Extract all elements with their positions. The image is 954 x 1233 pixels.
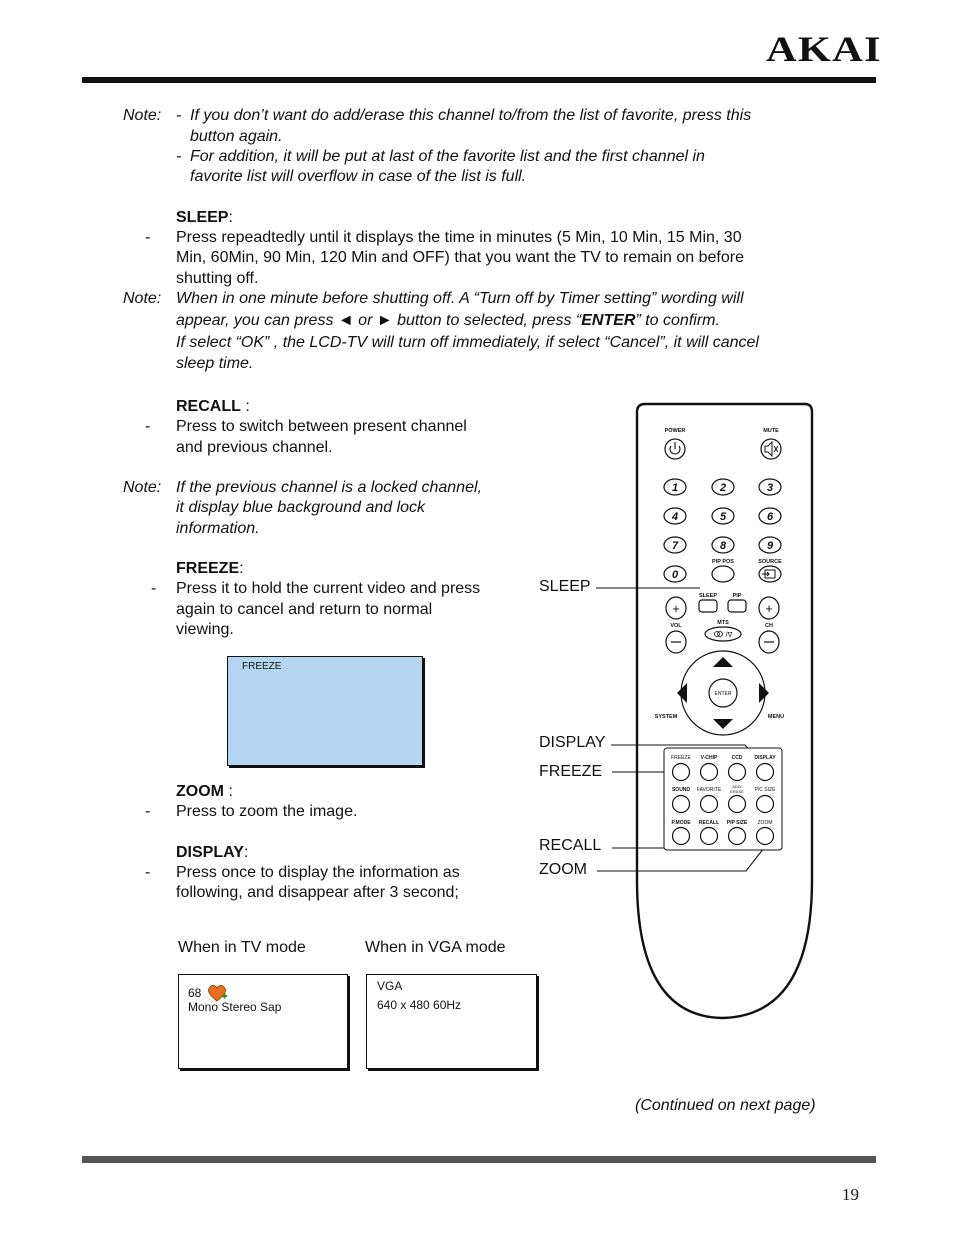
add-label: ADD/: [732, 784, 742, 789]
ch-up-button[interactable]: [759, 597, 779, 619]
pc-size-label: P/C SIZE: [754, 787, 776, 793]
menu-label: MENU: [767, 714, 785, 720]
tv-channel-number: 68: [188, 986, 202, 1000]
bullet-dash: -: [145, 418, 151, 435]
digit-button-0[interactable]: [664, 566, 686, 582]
digit-button-5[interactable]: [712, 508, 734, 524]
sleep-text: Press repeadtedly until it displays the time in minutes (5 Min, 10 Min, 15 Min, 30: [176, 229, 742, 246]
favorite-button[interactable]: [701, 796, 718, 813]
digit-button-8[interactable]: [712, 537, 734, 553]
power-label: POWER: [664, 428, 686, 434]
tv-mode-label: When in TV mode: [178, 939, 306, 956]
display-heading: DISPLAY:: [176, 844, 249, 861]
vga-mode-screen: [366, 974, 537, 1069]
svg-text:+: +: [672, 601, 680, 616]
vga-title: VGA: [377, 979, 403, 993]
vol-down-button[interactable]: [666, 631, 686, 653]
source-label: SOURCE: [758, 559, 782, 565]
freeze-button-label: FREEZE: [671, 755, 691, 761]
mute-button[interactable]: [761, 439, 781, 459]
ch-label: CH: [765, 623, 773, 629]
erase-label: ERASE: [730, 789, 744, 794]
recall-button-label: RECALL: [698, 820, 720, 826]
sound-button[interactable]: [673, 796, 690, 813]
note-label: Note:: [123, 290, 162, 307]
ch-down-button[interactable]: [759, 631, 779, 653]
svg-text:+: +: [765, 601, 773, 616]
footer-rule: [82, 1156, 876, 1163]
pip-pos-button[interactable]: [712, 566, 734, 582]
ccd-button[interactable]: [729, 764, 746, 781]
tv-mode-screen: [178, 974, 348, 1069]
pmode-button[interactable]: [673, 828, 690, 845]
continued-note: (Continued on next page): [635, 1097, 816, 1114]
svg-text:4: 4: [671, 511, 679, 523]
recall-note: information.: [176, 520, 260, 537]
freeze-text: viewing.: [176, 621, 234, 638]
zoom-button-label: ZOOM: [757, 820, 773, 826]
system-label: SYSTEM: [654, 714, 678, 720]
pmode-label: P.MODE: [671, 820, 691, 826]
sleep-text: shutting off.: [176, 270, 259, 287]
digit-button-3[interactable]: [759, 479, 781, 495]
sleep-heading: SLEEP:: [176, 209, 233, 226]
note-dash: -: [176, 107, 182, 124]
power-button[interactable]: [665, 439, 685, 459]
note-label: Note:: [123, 479, 162, 496]
tv-audio-modes: Mono Stereo Sap: [188, 1000, 282, 1014]
sleep-button[interactable]: [699, 600, 717, 612]
brand-logo: AKAI: [766, 29, 882, 69]
callout-display: DISPLAY: [539, 734, 606, 751]
recall-heading: RECALL :: [176, 398, 250, 415]
pip-pos-label: PIP POS: [712, 559, 734, 565]
enter-label: ENTER: [714, 691, 732, 697]
svg-text:2: 2: [719, 482, 727, 494]
svg-text:8: 8: [719, 540, 727, 552]
note-text: favorite list will overflow in case of the list is full.: [190, 168, 527, 185]
svg-text:/ᐁ: /ᐁ: [725, 632, 733, 639]
digit-button-4[interactable]: [664, 508, 686, 524]
svg-text:0: 0: [671, 569, 679, 581]
freeze-screen: [227, 656, 423, 766]
pip-size-label: PIP SIZE: [726, 820, 748, 826]
pc-size-button[interactable]: [757, 796, 774, 813]
source-button[interactable]: [759, 566, 781, 582]
pip-size-button[interactable]: [729, 828, 746, 845]
zoom-heading: ZOOM :: [176, 783, 233, 800]
callout-recall: RECALL: [539, 837, 602, 854]
mute-label: MUTE: [763, 428, 779, 434]
vga-resolution: 640 x 480 60Hz: [377, 998, 462, 1012]
vol-up-button[interactable]: [666, 597, 686, 619]
vol-label: VOL: [670, 623, 682, 629]
pip-button[interactable]: [728, 600, 746, 612]
header-rule: [82, 77, 876, 83]
bullet-dash: -: [145, 229, 151, 246]
recall-button[interactable]: [701, 828, 718, 845]
digit-button-2[interactable]: [712, 479, 734, 495]
recall-text: and previous channel.: [176, 439, 333, 456]
vchip-label: V-CHIP: [700, 755, 718, 761]
sleep-note: When in one minute before shutting off. A “Turn off by Timer setting” wording will: [176, 290, 744, 307]
recall-text: Press to switch between present channel: [176, 418, 467, 435]
add-erase-button[interactable]: [729, 796, 746, 813]
digit-button-1[interactable]: [664, 479, 686, 495]
callout-sleep: SLEEP: [539, 578, 591, 595]
callout-freeze: FREEZE: [539, 763, 603, 780]
note-label: Note:: [123, 107, 162, 124]
svg-text:6: 6: [766, 511, 774, 523]
freeze-heading: FREEZE:: [176, 560, 244, 577]
note-text: For addition, it will be put at last of the favorite list and the first channel in: [190, 148, 705, 165]
bullet-dash: -: [151, 580, 157, 597]
zoom-button[interactable]: [757, 828, 774, 845]
sleep-note: appear, you can press ◄ or ► button to selected, press “ENTER” to confirm.: [176, 312, 720, 329]
bullet-dash: -: [145, 864, 151, 881]
digit-button-6[interactable]: [759, 508, 781, 524]
freeze-button[interactable]: [673, 764, 690, 781]
page-number: 19: [842, 1185, 859, 1204]
callout-zoom: ZOOM: [539, 861, 587, 878]
vga-mode-label: When in VGA mode: [365, 939, 506, 956]
freeze-text: Press it to hold the current video and press: [176, 580, 481, 597]
sound-label: SOUND: [671, 787, 691, 793]
favorite-label: FAVORITE: [696, 787, 722, 793]
svg-text:1: 1: [671, 482, 679, 494]
sleep-button-label: SLEEP: [698, 593, 718, 599]
freeze-text: again to cancel and return to normal: [176, 601, 433, 618]
display-button-label: DISPLAY: [754, 755, 776, 761]
svg-text:5: 5: [719, 511, 727, 523]
bullet-dash: -: [145, 803, 151, 820]
remote-control: [590, 400, 850, 1030]
svg-text:7: 7: [671, 540, 679, 552]
pip-button-label: PIP: [732, 593, 742, 599]
recall-note: If the previous channel is a locked channel,: [176, 479, 482, 496]
mts-button[interactable]: [705, 627, 741, 641]
display-text: following, and disappear after 3 second;: [176, 884, 459, 901]
zoom-text: Press to zoom the image.: [176, 803, 358, 820]
display-button[interactable]: [757, 764, 774, 781]
recall-note: it display blue background and lock: [176, 499, 426, 516]
freeze-screen-label: FREEZE: [242, 661, 282, 672]
ccd-label: CCD: [731, 755, 743, 761]
digit-button-9[interactable]: [759, 537, 781, 553]
note-text: button again.: [190, 128, 283, 145]
sleep-note: sleep time.: [176, 355, 254, 372]
sleep-note: If select “OK” , the LCD-TV will turn off immediately, if select “Cancel”, it will cancel: [176, 334, 759, 351]
digit-button-7[interactable]: [664, 537, 686, 553]
svg-text:9: 9: [766, 540, 774, 552]
note-dash: -: [176, 148, 182, 165]
mts-label: MTS: [717, 620, 729, 626]
display-text: Press once to display the information as: [176, 864, 460, 881]
note-text: If you don’t want do add/erase this channel to/from the list of favorite, press this: [190, 107, 752, 124]
sleep-text: Min, 60Min, 90 Min, 120 Min and OFF) that you want the TV to remain on before: [176, 249, 744, 266]
svg-text:3: 3: [766, 482, 774, 494]
vchip-button[interactable]: [701, 764, 718, 781]
